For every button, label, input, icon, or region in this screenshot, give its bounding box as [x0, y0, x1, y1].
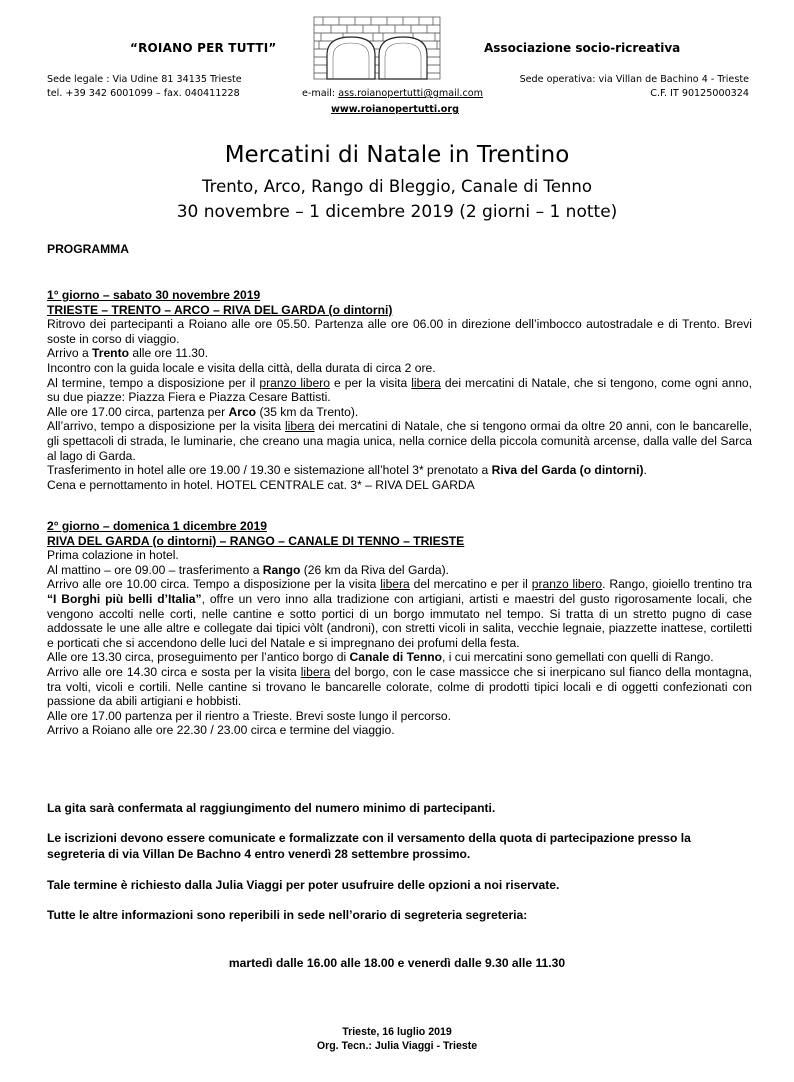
email-link[interactable]: ass.roianopertutti@gmail.com	[338, 88, 483, 99]
day1-paragraph: All’arrivo, tempo a disposizione per la visita libera dei mercatini di Natale, che si tengono ormai da oltre 20 anni, con le bancarelle, gli spettacoli di strada, le luminarie, che creano una magia unica, nella cornice della piccola comunità arcense, dalla valle del Sarca al lago di Garda.	[47, 419, 752, 463]
confirmation-note: La gita sarà confermata al raggiungimento del numero minimo di partecipanti.	[47, 801, 496, 815]
association-type: Associazione socio-ricreativa	[484, 41, 681, 55]
day2-paragraph: Alle ore 17.00 partenza per il rientro a Trieste. Brevi soste lungo il percorso.	[47, 708, 452, 723]
signature-block	[0, 1025, 794, 1053]
arched-stone-wall-icon	[313, 15, 441, 81]
association-name: “ROIANO PER TUTTI”	[130, 41, 277, 55]
day2-paragraph: Prima colazione in hotel.	[47, 548, 179, 563]
day1-paragraph: Alle ore 17.00 circa, partenza per Arco (35 km da Trento).	[47, 404, 359, 419]
day2-paragraph: Arrivo alle ore 10.00 circa. Tempo a disposizione per la visita libera del mercatino e per il pranzo libero. Rango, gioiello trentino tra “I Borghi più belli d’Italia”, offre un vero inno alla tradizione con artigiani, artisti e maestri del gusto rigorosamente locali, che vengono accolti nelle corti, nelle cantine e sotto portici di un borgo immutato nel tempo. Si tratta di un stretto pugno di case addossate le une alle altre e collegate dai tipici vòlt (androni), con stretti vicoli in salita, vecchie legnaie, piazzette inattese, cortiletti e porticati che si accendono delle luci del Natale e si impregnano dei profumi della festa.	[47, 577, 753, 650]
day2-paragraph: Al mattino – ore 09.00 – trasferimento a Rango (26 km da Riva del Garda).	[47, 562, 449, 577]
day1-section	[47, 288, 752, 492]
day2-route: RIVA DEL GARDA (o dintorni) – RANGO – CANALE DI TENNO – TRIESTE	[47, 533, 465, 548]
day2-paragraph: Arrivo alle ore 14.30 circa e sosta per la visita libera del borgo, con le case massicce che si inerpicano sul fianco della montagna, tra volti, vicoli e cortili. Nelle cantine si trovano le bancarelle colorate, colme di prodotti tipici locali e di oggetti confezionati con passione da abili artigiani e hobbisti.	[47, 664, 752, 709]
registration-note: Le iscrizioni devono essere comunicate e formalizzate con il versamento della quota di partecipazione presso la segreteria di via Villan De Bachno 4 entro venerdì 28 settembre prossimo.	[47, 831, 691, 861]
day2-date: 2° giorno – domenica 1 dicembre 2019	[47, 519, 267, 533]
tour-operator: Org. Tecn.: Julia Viaggi - Trieste	[316, 1040, 478, 1052]
deadline-note: Tale termine è richiesto dalla Julia Viaggi per poter usufruire delle opzioni a noi riservate.	[47, 878, 560, 892]
day1-route: TRIESTE – TRENTO – ARCO – RIVA DEL GARDA (o dintorni)	[47, 302, 393, 317]
day1-paragraph: Al termine, tempo a disposizione per il pranzo libero e per la visita libera dei mercatini di Natale, che si tengono, come ogni anno, su due piazze: Piazza Fiera e Piazza Cesare Battisti.	[47, 375, 753, 405]
trip-dates: 30 novembre – 1 dicembre 2019 (2 giorni – 1 notte)	[176, 202, 618, 222]
email-line	[302, 88, 483, 99]
phone-fax: tel. +39 342 6001099 – fax. 040411228	[47, 88, 240, 99]
operating-office: Sede operativa: via Villan de Bachino 4 - Trieste	[519, 74, 749, 85]
day2-section	[47, 519, 752, 738]
office-hours: martedì dalle 16.00 alle 18.00 e venerdì dalle 9.30 alle 11.30	[228, 956, 566, 970]
page-subtitle: Trento, Arco, Rango di Bleggio, Canale di Tenno	[202, 177, 592, 196]
day2-paragraph: Alle ore 13.30 circa, proseguimento per l’antico borgo di Canale di Tenno, i cui mercatini sono gemellati con quelli di Rango.	[47, 650, 714, 665]
tax-code: C.F. IT 90125000324	[650, 88, 749, 99]
info-note: Tutte le altre informazioni sono reperibili in sede nell’orario di segreteria segreteria:	[47, 908, 528, 922]
website-link[interactable]: www.roianopertutti.org	[331, 104, 459, 115]
day1-paragraph: Incontro con la guida locale e visita della città, della durata di circa 2 ore.	[47, 360, 436, 375]
day1-paragraph: Arrivo a Trento alle ore 11.30.	[47, 346, 209, 361]
day1-paragraph: Ritrovo dei partecipanti a Roiano alle ore 05.50. Partenza alle ore 06.00 in direzione dell’imbocco autostradale e di Trento. Brevi soste in corso di viaggio.	[47, 317, 752, 346]
day1-date: 1° giorno – sabato 30 novembre 2019	[47, 288, 261, 302]
registered-office: Sede legale : Via Udine 81 34135 Trieste	[47, 74, 242, 85]
email-label: e-mail:	[302, 88, 339, 99]
day2-paragraph: Arrivo a Roiano alle ore 22.30 / 23.00 circa e termine del viaggio.	[47, 723, 395, 738]
programma-heading: PROGRAMMA	[47, 242, 129, 256]
page-title: Mercatini di Natale in Trentino	[224, 142, 570, 168]
day1-paragraph: Trasferimento in hotel alle ore 19.00 / 19.30 e sistemazione all’hotel 3* prenotato a Riva del Garda (o dintorni).	[47, 463, 647, 478]
place-date: Trieste, 16 luglio 2019	[342, 1026, 452, 1038]
day1-paragraph: Cena e pernottamento in hotel. HOTEL CENTRALE cat. 3* – RIVA DEL GARDA	[47, 477, 475, 492]
